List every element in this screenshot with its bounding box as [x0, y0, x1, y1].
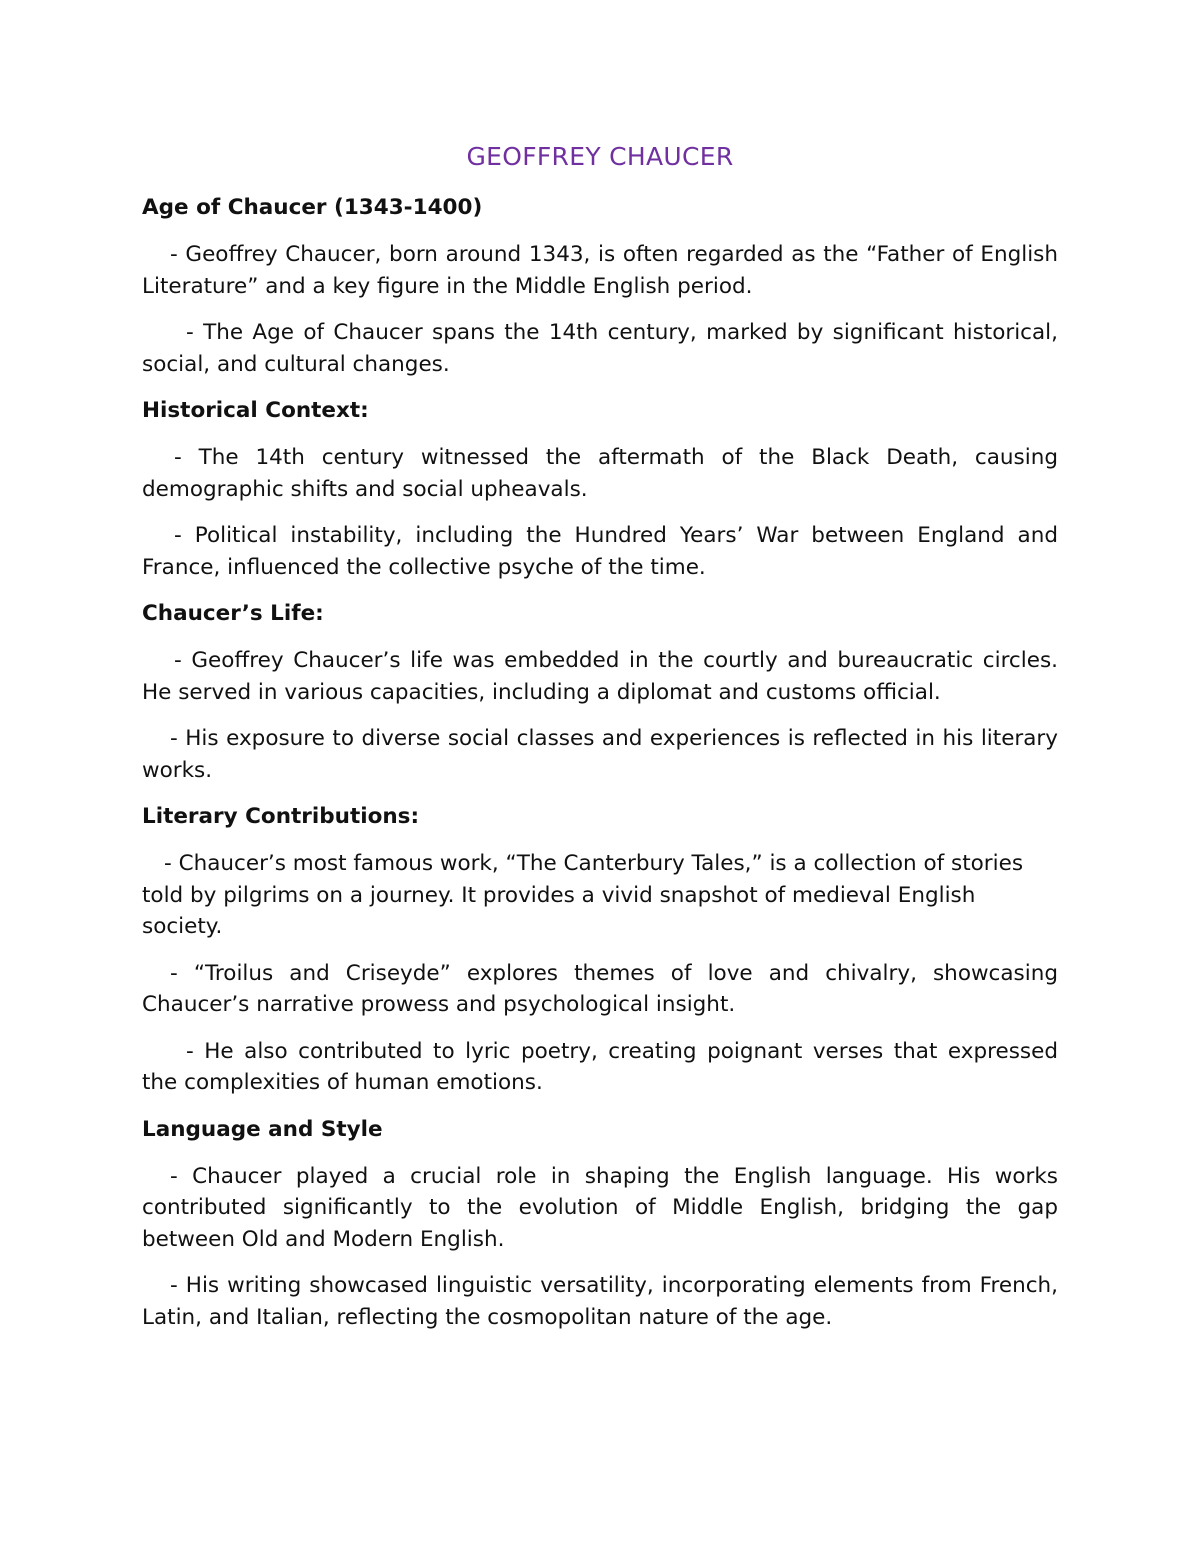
section-chaucers-life [142, 598, 1058, 786]
document-body [142, 192, 1058, 1348]
paragraph: - The 14th century witnessed the aftermath of the Black Death, causing demographic shifts and social upheavals. [142, 445, 1058, 502]
section-historical-context [142, 395, 1058, 583]
section-age-of-chaucer [142, 192, 1058, 380]
paragraph: - Geoffrey Chaucer’s life was embedded in the courtly and bureaucratic circles. He served in various capacities, including a diplomat and customs official. [142, 648, 1058, 705]
paragraph: - Geoffrey Chaucer, born around 1343, is often regarded as the “Father of English Literature” and a key figure in the Middle English period. [142, 242, 1058, 299]
section-heading: Language and Style [142, 1116, 383, 1142]
paragraph: - His exposure to diverse social classes and experiences is reflected in his literary works. [142, 726, 1058, 783]
paragraph: - Chaucer’s most famous work, “The Canterbury Tales,” is a collection of stories told by pilgrims on a journey. It provides a vivid snapshot of medieval English society. [142, 851, 1024, 939]
section-heading: Literary Contributions: [142, 804, 420, 829]
paragraph: - Chaucer played a crucial role in shaping the English language. His works contributed significantly to the evolution of Middle English, bridging the gap between Old and Modern English. [142, 1163, 1058, 1252]
paragraph: - The Age of Chaucer spans the 14th century, marked by significant historical, social, and cultural changes. [142, 320, 1058, 377]
section-heading: Historical Context: [142, 398, 369, 423]
paragraph: - “Troilus and Criseyde” explores themes of love and chivalry, showcasing Chaucer’s narrative prowess and psychological insight. [142, 960, 1058, 1017]
document-title: GEOFFREY CHAUCER [466, 142, 734, 171]
paragraph: - Political instability, including the Hundred Years’ War between England and France, influenced the collective psyche of the time. [142, 523, 1058, 580]
section-heading: Age of Chaucer (1343-1400) [142, 195, 483, 220]
section-literary-contributions [142, 801, 1058, 1099]
paragraph: - His writing showcased linguistic versatility, incorporating elements from French, Latin, and Italian, reflecting the cosmopolitan nature of the age. [142, 1273, 1058, 1330]
paragraph: - He also contributed to lyric poetry, creating poignant verses that expressed the complexities of human emotions. [142, 1038, 1058, 1095]
section-language-and-style [142, 1114, 1058, 1334]
section-heading: Chaucer’s Life: [142, 601, 324, 626]
